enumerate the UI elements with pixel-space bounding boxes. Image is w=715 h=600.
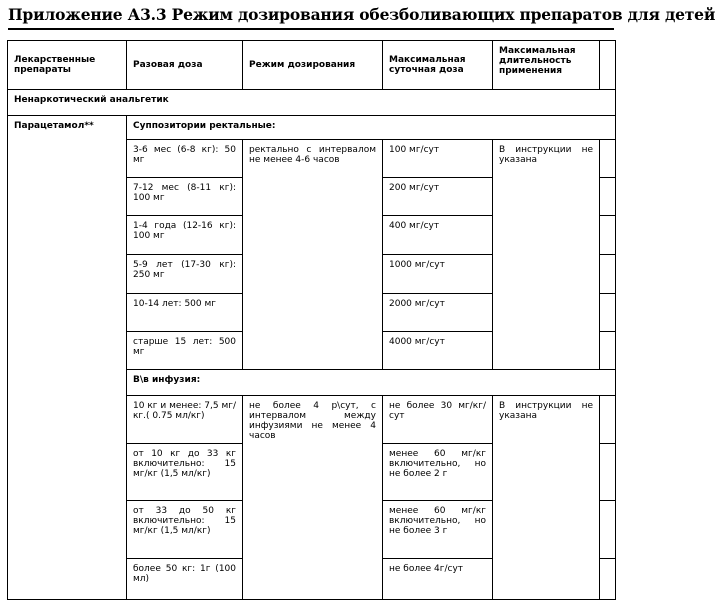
dose-cell: 5-9 лет (17-30 кг): 250 мг bbox=[127, 255, 243, 294]
max-daily-cell: 4000 мг/сут bbox=[383, 332, 493, 370]
header-single-dose: Разовая доза bbox=[127, 41, 243, 90]
extra-cell bbox=[600, 178, 616, 216]
header-extra-cell bbox=[600, 41, 616, 90]
dose-cell: 10 кг и менее: 7,5 мг/кг.( 0.75 мл/кг) bbox=[127, 395, 243, 443]
max-daily-cell: не более 4г/сут bbox=[383, 558, 493, 599]
section-row bbox=[8, 90, 616, 116]
dose-cell: от 10 кг до 33 кг включительно: 15 мг/кг (1,5 мл/кг) bbox=[127, 444, 243, 501]
extra-cell bbox=[600, 255, 616, 294]
header-row bbox=[8, 41, 616, 90]
extra-cell bbox=[600, 395, 616, 443]
suppositories-regimen: ректально с интервалом не менее 4-6 часов bbox=[243, 140, 383, 370]
header-drug: Лекарственные препараты bbox=[8, 41, 127, 90]
suppositories-label: Суппозитории ректальные: bbox=[127, 115, 616, 140]
max-daily-cell: не более 30 мг/кг/сут bbox=[383, 395, 493, 443]
header-regimen: Режим дозирования bbox=[243, 41, 383, 90]
dose-cell: от 33 до 50 кг включительно: 15 мг/кг (1,5 мл/кг) bbox=[127, 501, 243, 558]
extra-cell bbox=[600, 558, 616, 599]
max-daily-cell: менее 60 мг/кг включительно, но не более 3 г bbox=[383, 501, 493, 558]
infusion-label: В\в инфузия: bbox=[127, 370, 616, 396]
max-daily-cell: 100 мг/сут bbox=[383, 140, 493, 178]
header-max-duration: Максимальная длительность применения bbox=[493, 41, 600, 90]
dosing-table bbox=[7, 40, 616, 600]
section-label: Ненаркотический анальгетик bbox=[8, 90, 616, 116]
dose-cell: более 50 кг: 1г (100 мл) bbox=[127, 558, 243, 599]
extra-cell bbox=[600, 140, 616, 178]
dose-cell: 7-12 мес (8-11 кг): 100 мг bbox=[127, 178, 243, 216]
max-daily-cell: 2000 мг/сут bbox=[383, 294, 493, 332]
max-daily-cell: 400 мг/сут bbox=[383, 216, 493, 255]
extra-cell bbox=[600, 294, 616, 332]
extra-cell bbox=[600, 332, 616, 370]
extra-cell bbox=[600, 501, 616, 558]
infusion-regimen: не более 4 р\сут, с интервалом между инфузиями не менее 4 часов bbox=[243, 395, 383, 599]
title-underline bbox=[8, 28, 614, 30]
extra-cell bbox=[600, 216, 616, 255]
dose-cell: старше 15 лет: 500 мг bbox=[127, 332, 243, 370]
suppositories-duration: В инструкции не указана bbox=[493, 140, 600, 370]
header-max-daily: Максимальная суточная доза bbox=[383, 41, 493, 90]
dose-cell: 3-6 мес (6-8 кг): 50 мг bbox=[127, 140, 243, 178]
extra-cell bbox=[600, 444, 616, 501]
dose-cell: 10-14 лет: 500 мг bbox=[127, 294, 243, 332]
dose-cell: 1-4 года (12-16 кг): 100 мг bbox=[127, 216, 243, 255]
max-daily-cell: 1000 мг/сут bbox=[383, 255, 493, 294]
suppositories-label-row bbox=[8, 115, 616, 140]
drug-name: Парацетамол** bbox=[8, 115, 127, 599]
max-daily-cell: 200 мг/сут bbox=[383, 178, 493, 216]
page-title: Приложение А3.3 Режим дозирования обезболивающих препаратов для детей bbox=[8, 5, 715, 24]
infusion-duration: В инструкции не указана bbox=[493, 395, 600, 599]
max-daily-cell: менее 60 мг/кг включительно, но не более 2 г bbox=[383, 444, 493, 501]
